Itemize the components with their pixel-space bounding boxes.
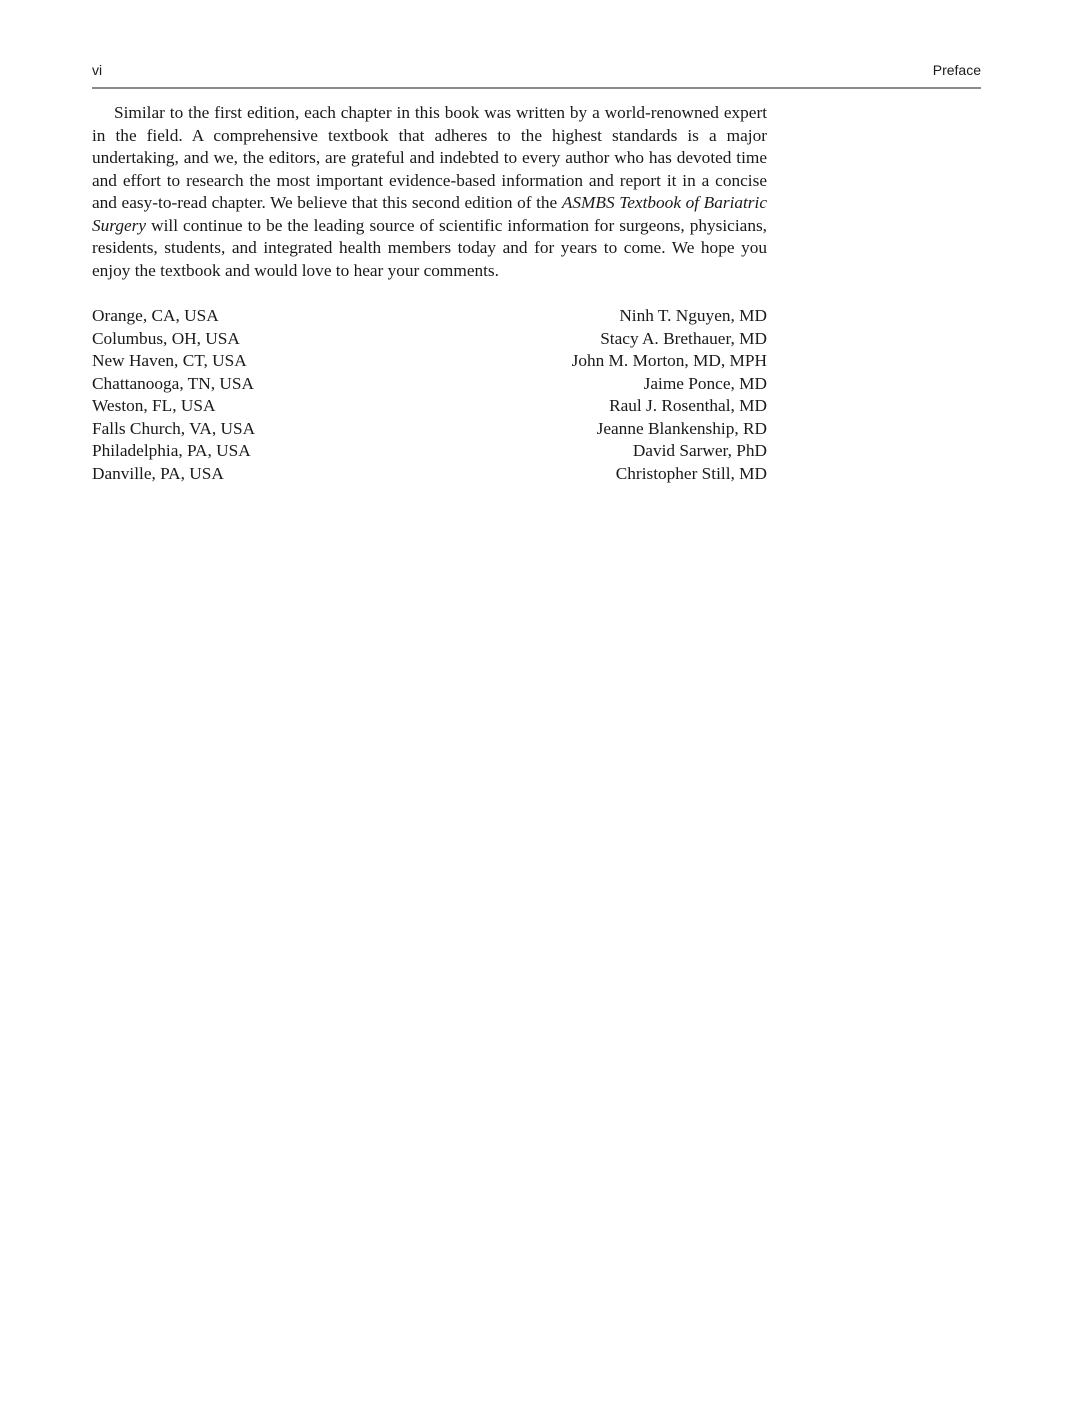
running-head xyxy=(92,62,981,84)
editor-name: Jeanne Blankenship, RD xyxy=(596,418,767,438)
editor-name: Christopher Still, MD xyxy=(615,463,767,483)
signature-row xyxy=(92,395,767,418)
page-number: vi xyxy=(92,62,103,78)
editor-location: Orange, CA, USA xyxy=(92,306,219,325)
paragraph-text-start: Similar to the first edition, each chapter in this book was written by a world-renowned expert in the field. A comprehensive textbook that adheres to the highest standards is a major undertaking, and we, the editors, are grateful and indebted to every author who has devoted time and effort to research the most important evidence-based information and report it in a concise and easy-to-read chapter. We believe that this second edition of the xyxy=(92,103,767,212)
signature-row xyxy=(92,350,767,373)
editor-location: Falls Church, VA, USA xyxy=(92,418,256,438)
editor-location: Columbus, OH, USA xyxy=(92,328,240,348)
signature-row xyxy=(92,418,767,441)
editor-location: Danville, PA, USA xyxy=(92,463,224,483)
header-rule xyxy=(92,87,981,89)
signature-row xyxy=(92,328,767,351)
editor-location: Philadelphia, PA, USA xyxy=(92,441,251,460)
editor-name: Raul J. Rosenthal, MD xyxy=(609,396,767,415)
paragraph-text-end: will continue to be the leading source of scientific information for surgeons, physicians, residents, students, and integrated health members today and for years to come. We hope you enjoy the textbook and would love to hear your comments. xyxy=(92,215,767,280)
preface-paragraph xyxy=(92,102,767,282)
editor-location: New Haven, CT, USA xyxy=(92,351,247,370)
editor-name: David Sarwer, PhD xyxy=(632,441,767,460)
editor-location: Chattanooga, TN, USA xyxy=(92,373,254,393)
signature-row xyxy=(92,440,767,463)
editor-name: John M. Morton, MD, MPH xyxy=(571,351,767,370)
signature-row xyxy=(92,463,767,486)
editor-signatures xyxy=(92,305,767,485)
editor-name: Ninh T. Nguyen, MD xyxy=(619,306,767,325)
section-title: Preface xyxy=(932,62,981,78)
signature-row xyxy=(92,305,767,328)
editor-location: Weston, FL, USA xyxy=(92,396,216,415)
editor-name: Stacy A. Brethauer, MD xyxy=(600,328,767,348)
editor-name: Jaime Ponce, MD xyxy=(643,373,767,393)
signature-row xyxy=(92,373,767,396)
book-title: ASMBS Textbook of Bariatric Surgery xyxy=(92,193,768,235)
